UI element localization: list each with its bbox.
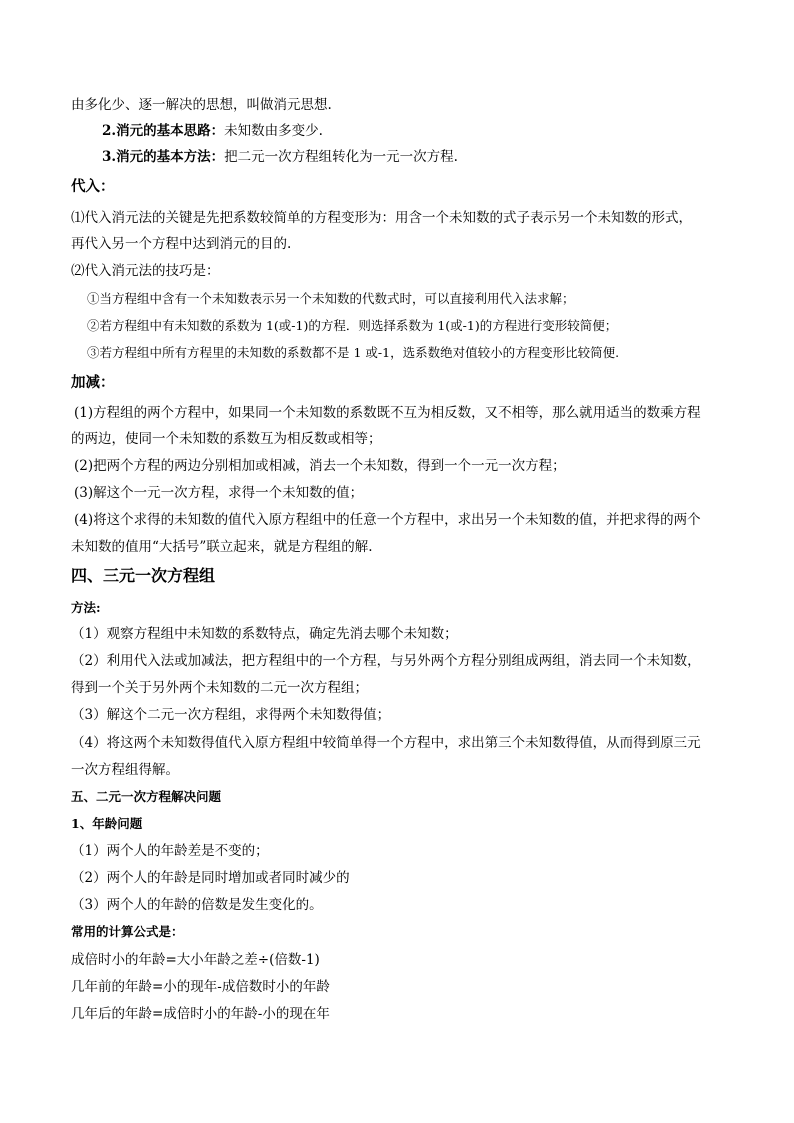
formula-1: 成倍时小的年龄=大小年龄之差÷(倍数-1) <box>71 952 320 968</box>
substitution-p2: ⑵代入消元法的技巧是： <box>71 263 220 279</box>
elimination-step-4b: 未知数的值用“大括号”联立起来，就是方程组的解. <box>71 539 373 555</box>
formula-label: 常用的计算公式是： <box>71 924 184 939</box>
basic-idea-text: 未知数由多变少. <box>224 123 323 139</box>
intro-line: 由多化少、逐一解决的思想，叫做消元思想. <box>71 97 332 113</box>
age-point-2: （2）两个人的年龄是同时增加或者同时减少的 <box>71 870 350 886</box>
substitution-tip-2: ②若方程组中有未知数的系数为 1(或-1)的方程．则选择系数为 1(或-1)的方程进行变形较简便； <box>87 318 618 333</box>
basic-idea-label: 2.消元的基本思路： <box>102 123 225 139</box>
basic-method-text: 把二元一次方程组转化为一元一次方程. <box>224 149 458 165</box>
elimination-step-4a: (4)将这个求得的未知数的值代入原方程组中的任意一个方程中，求出另一个未知数的值，并把求得的两个 <box>74 512 701 528</box>
ternary-method-3: （3）解这个二元一次方程组，求得两个未知数得值； <box>71 707 391 723</box>
substitution-p1b: 再代入另一个方程中达到消元的目的. <box>71 236 292 252</box>
age-point-3: （3）两个人的年龄的倍数是发生变化的。 <box>71 897 323 913</box>
ternary-method-4a: （4）将这两个未知数得值代入原方程组中较简单得一个方程中，求出第三个未知数得值，从而得到原三元 <box>71 735 701 751</box>
ternary-heading: 四、三元一次方程组 <box>71 566 216 585</box>
word-problems-heading: 五、二元一次方程解决问题 <box>71 789 222 804</box>
basic-idea-line <box>102 121 323 141</box>
elimination-step-2: (2)把两个方程的两边分别相加或相减，消去一个未知数，得到一个一元一次方程； <box>74 458 566 474</box>
basic-method-line <box>102 147 458 167</box>
elimination-heading: 加减： <box>71 374 115 391</box>
elimination-step-1b: 的两边，使同一个未知数的系数互为相反数或相等； <box>71 431 382 447</box>
age-point-1: （1）两个人的年龄差是不变的； <box>71 843 269 859</box>
ternary-method-4b: 一次方程组得解。 <box>71 762 179 778</box>
substitution-tip-1: ①当方程组中含有一个未知数表示另一个未知数的代数式时，可以直接利用代入法求解； <box>87 291 575 306</box>
substitution-heading: 代入： <box>71 178 115 195</box>
substitution-tip-3: ③若方程组中所有方程里的未知数的系数都不是 1 或-1，选系数绝对值较小的方程变形比较简便. <box>87 345 620 360</box>
formula-2: 几年前的年龄=小的现年-成倍数时小的年龄 <box>71 979 330 995</box>
formula-3: 几年后的年龄=成倍时小的年龄-小的现在年 <box>71 1006 330 1022</box>
elimination-step-1a: (1)方程组的两个方程中，如果同一个未知数的系数既不互为相反数，又不相等，那么就用适当的数乘方程 <box>74 405 701 421</box>
ternary-method-1: （1）观察方程组中未知数的系数特点，确定先消去哪个未知数； <box>71 626 458 642</box>
ternary-method-2b: 得到一个关于另外两个未知数的二元一次方程组； <box>71 680 368 696</box>
basic-method-label: 3.消元的基本方法： <box>102 149 225 165</box>
ternary-method-2a: （2）利用代入法或加减法，把方程组中的一个方程，与另外两个方程分别组成两组，消去同一个未知数， <box>71 653 701 669</box>
age-problem-heading: 1、年龄问题 <box>71 816 143 831</box>
substitution-p1a: ⑴代入消元法的关键是先把系数较简单的方程变形为：用含一个未知数的式子表示另一个未知数的形式， <box>71 210 692 226</box>
ternary-method-label: 方法: <box>71 600 101 615</box>
elimination-step-3: (3)解这个一元一次方程，求得一个未知数的值； <box>74 485 364 501</box>
